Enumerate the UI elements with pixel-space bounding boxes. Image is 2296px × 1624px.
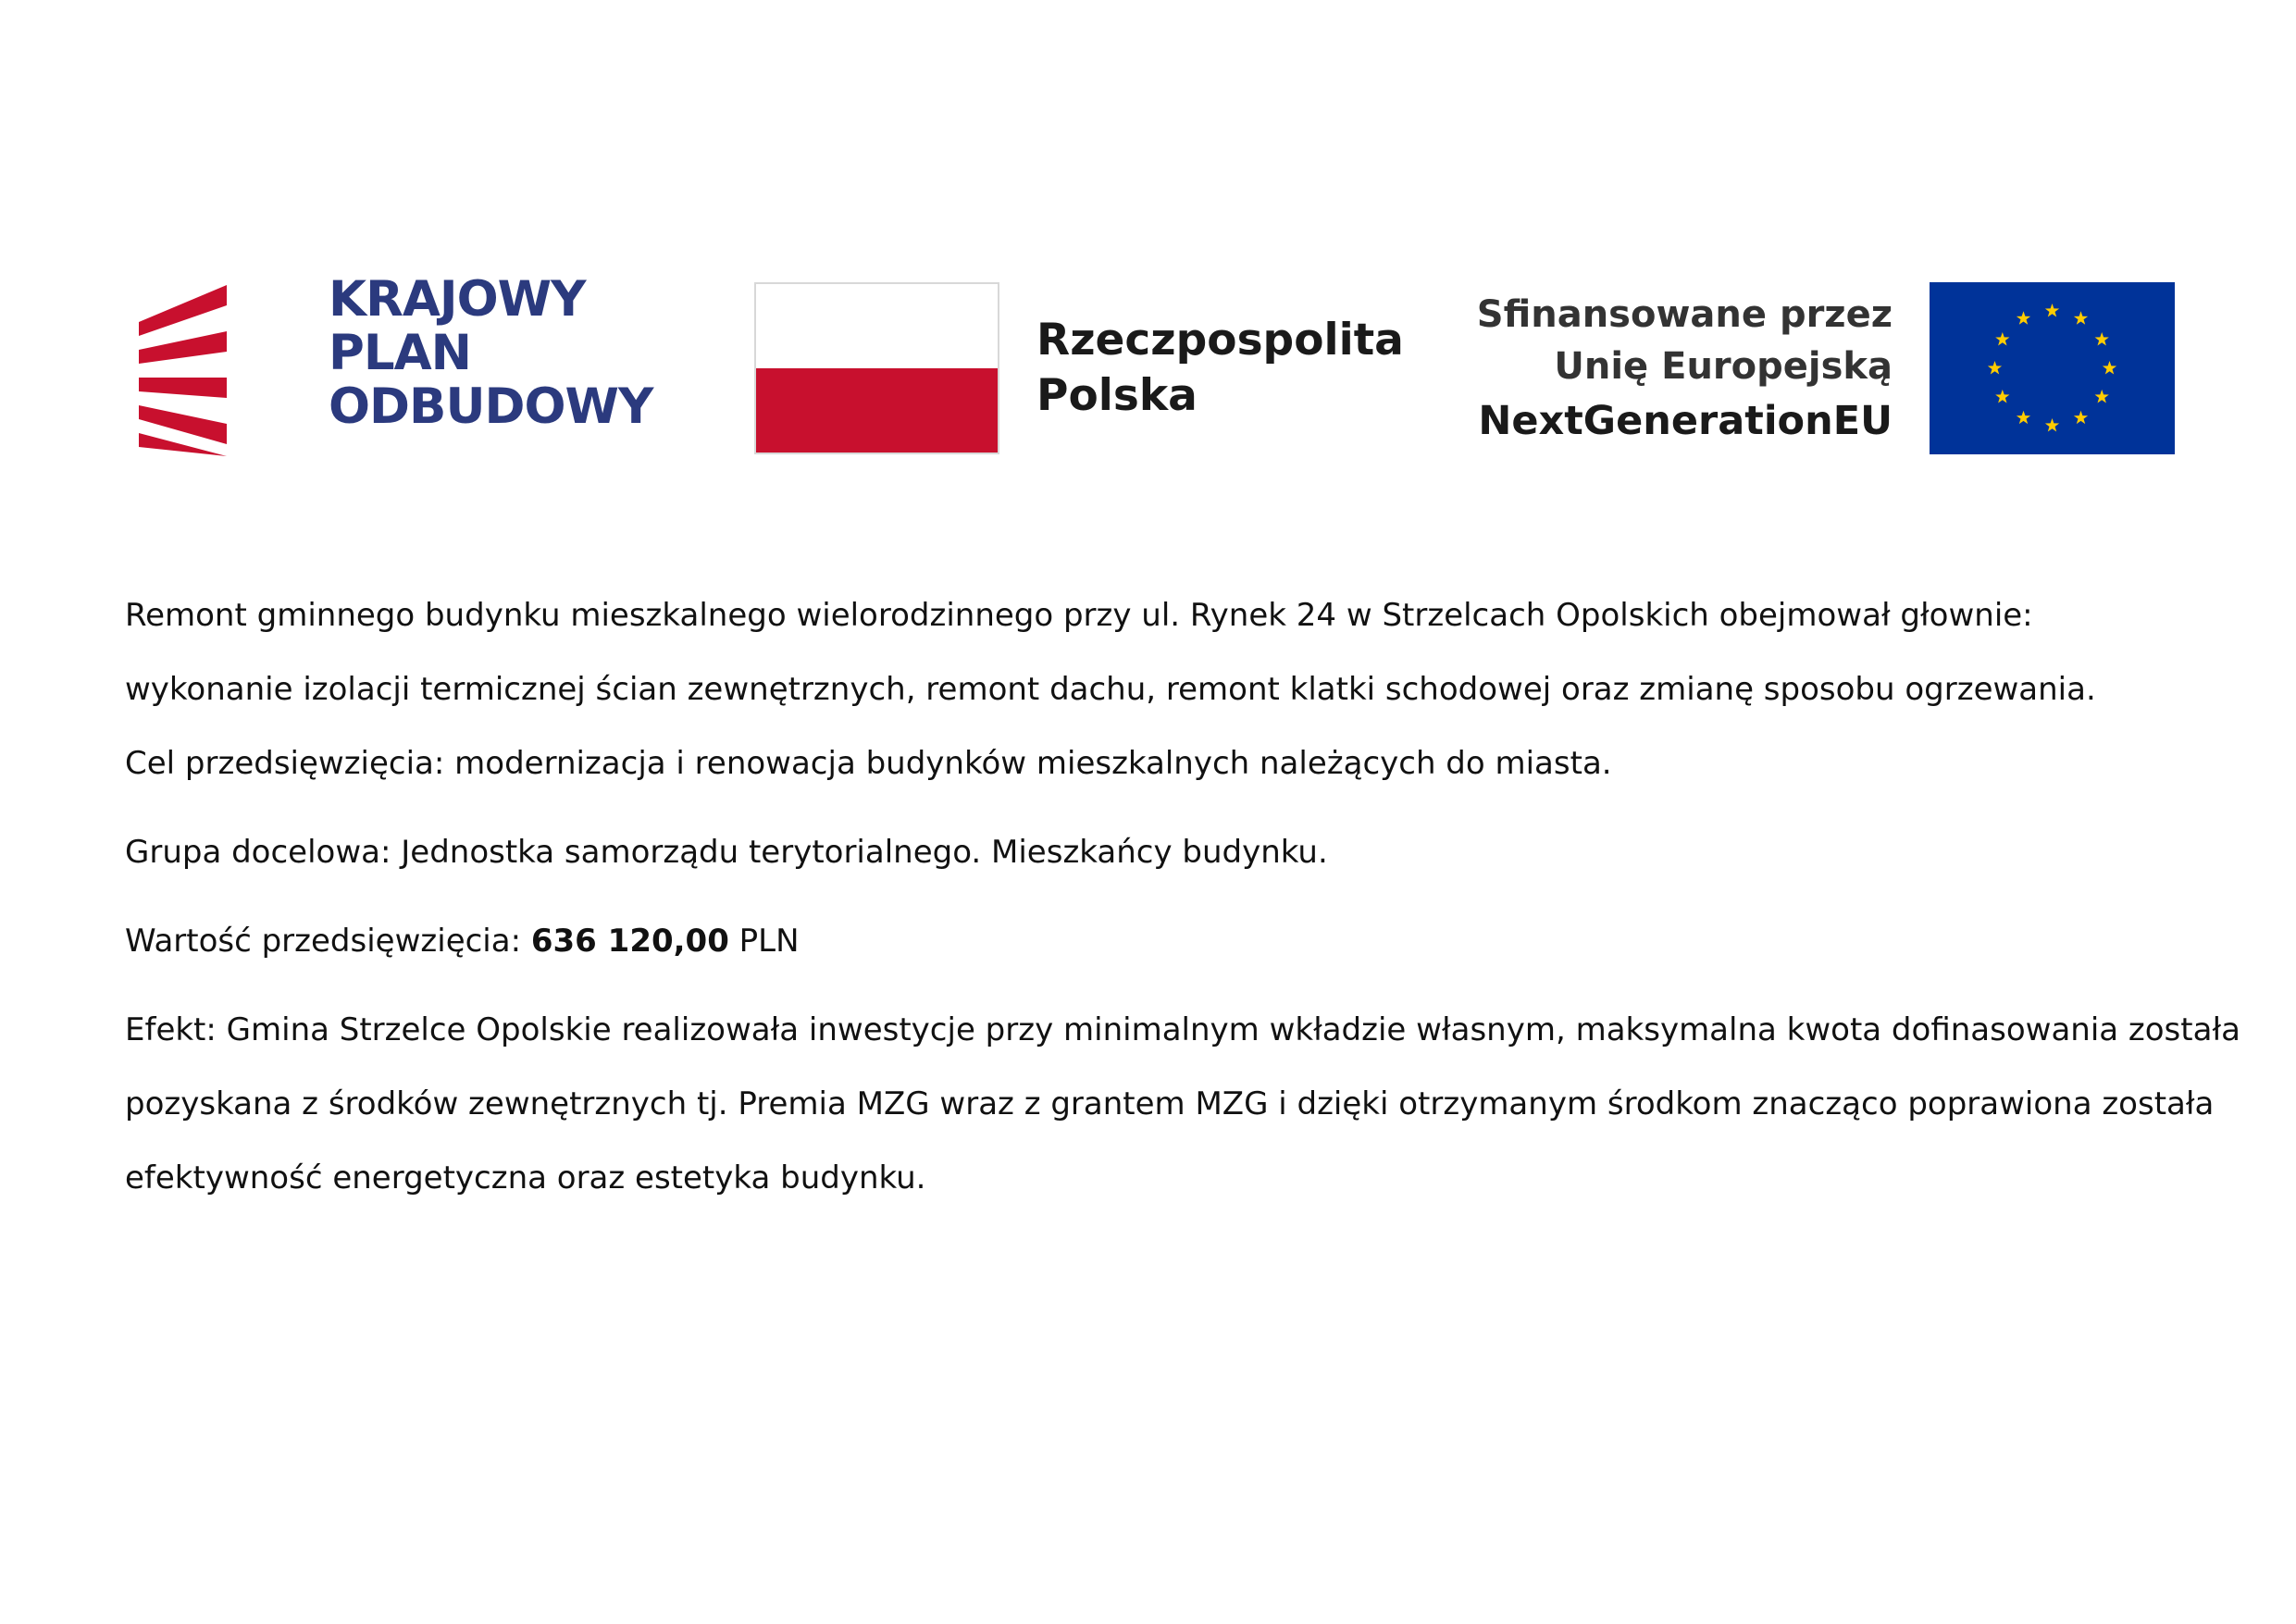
rp-logo — [754, 268, 1404, 463]
kpo-wordmark — [329, 273, 652, 434]
logo-bar — [139, 268, 2175, 463]
value-text — [125, 904, 2179, 978]
kpo-line-3: ODBUDOWY — [329, 378, 653, 435]
effect-line-3: efektywność energetyczna oraz estetyka budynku. — [125, 1159, 926, 1196]
kpo-building-icon — [139, 285, 231, 456]
project-description — [125, 578, 2240, 1215]
polish-flag-icon — [754, 282, 999, 454]
value-amount: 636 120,00 — [530, 923, 729, 960]
value-label: Wartość przedsięwzięcia: — [125, 923, 531, 960]
eu-flag-icon — [1930, 282, 2175, 454]
effect-line-2: pozyskana z środków zewnętrznych tj. Premia MZG wraz z grantem MZG i dzięki otrzymanym środkom znacząco poprawiona została — [125, 1085, 2215, 1122]
eu-line-2: Unię Europejską — [1554, 345, 1893, 388]
kpo-line-1: KRAJOWY — [329, 271, 586, 328]
description-line-1: Remont gminnego budynku mieszkalnego wielorodzinnego przy ul. Rynek 24 w Strzelcach Opolskich obejmował głownie: — [125, 597, 2033, 634]
rp-wordmark — [1036, 313, 1404, 424]
description-line-2: wykonanie izolacji termicznej ścian zewnętrznych, remont dachu, remont klatki schodowej oraz zmianę sposobu ogrzewania. — [125, 671, 2096, 708]
eu-line-1: Sfinansowane przez — [1476, 293, 1893, 336]
effect-line-1: Efekt: Gmina Strzelce Opolskie realizowała inwestycje przy minimalnym wkładzie własnym, maksymalna kwota dofinasowania została — [125, 1011, 2240, 1048]
rp-line-2: Polska — [1036, 370, 1198, 421]
rp-line-1: Rzeczpospolita — [1036, 315, 1404, 366]
goal-text: Cel przedsięwzięcia: modernizacja i renowacja budynków mieszkalnych należących do miasta. — [125, 745, 1612, 782]
eu-line-3: NextGenerationEU — [1478, 398, 1893, 444]
kpo-logo — [139, 268, 676, 463]
kpo-line-2: PLAN — [329, 325, 471, 381]
eu-wordmark — [1477, 289, 1893, 450]
value-currency: PLN — [728, 923, 800, 960]
eu-logo — [1462, 268, 2175, 463]
target-group-text: Grupa docelowa: Jednostka samorządu terytorialnego. Mieszkańcy budynku. — [125, 834, 1328, 871]
